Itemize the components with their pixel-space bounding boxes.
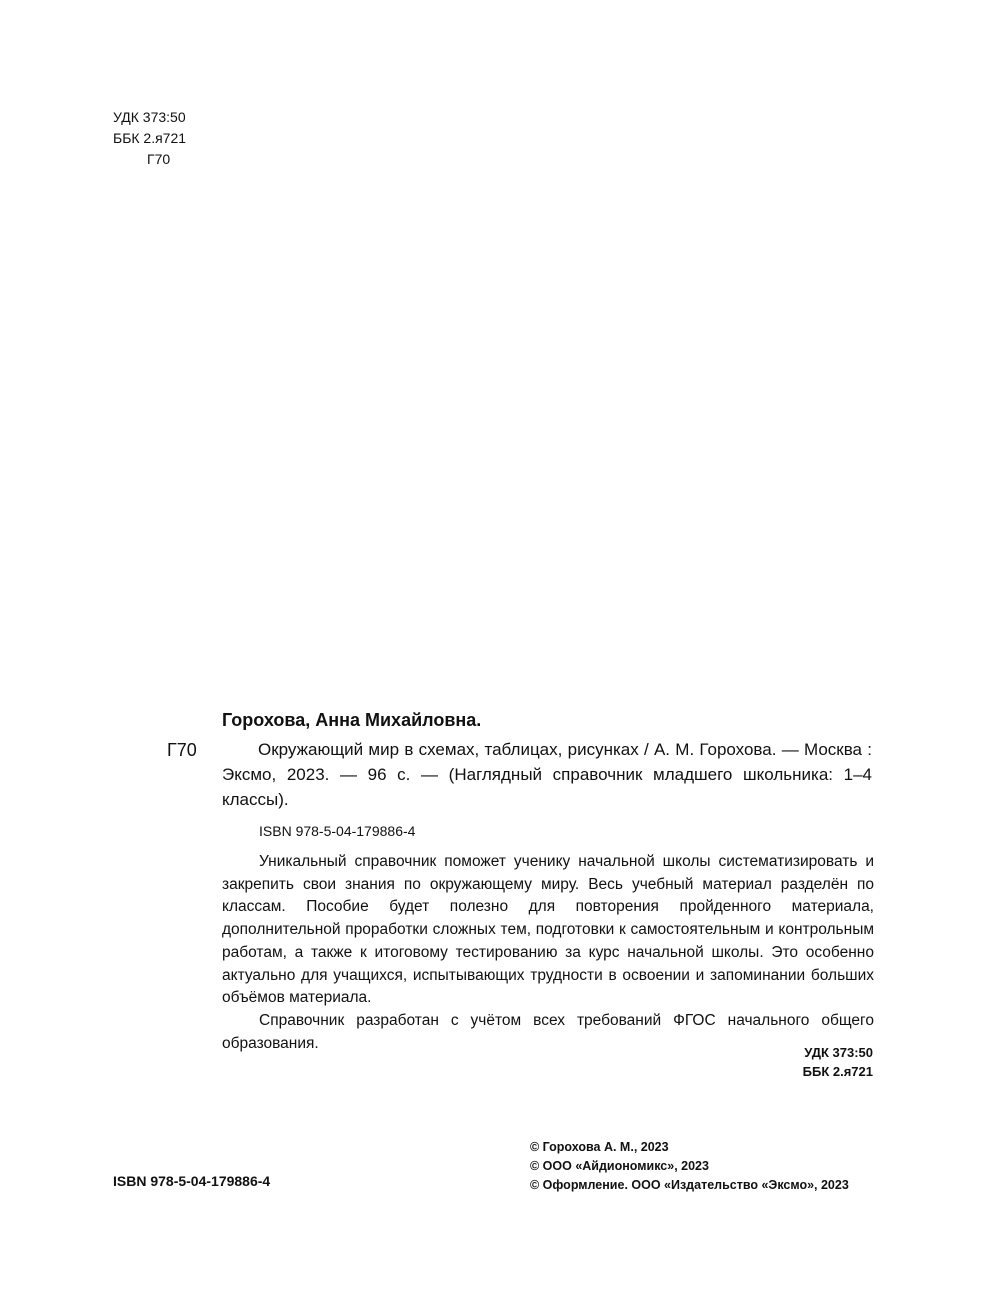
bbk-code: ББК 2.я721 xyxy=(113,130,187,146)
copyright-line: © ООО «Айдиономикс», 2023 xyxy=(530,1159,709,1173)
author-heading: Горохова, Анна Михайловна. xyxy=(222,710,482,730)
bbk-code: ББК 2.я721 xyxy=(802,1064,873,1079)
annotation xyxy=(222,851,874,1055)
footer-isbn: ISBN 978-5-04-179886-4 xyxy=(113,1173,271,1189)
udk-code: УДК 373:50 xyxy=(113,109,186,125)
annotation-paragraph: Уникальный справочник поможет ученику начальной школы систематизировать и закрепить свои знания по окружающему миру. Весь учебный материал разделён по классам. Пособие будет полезно для повторения пройденного материала, дополнительной проработки сложных тем, подготовки к самостоятельным и контрольным работам, а также к итоговому тестированию за курс начальной школы. Это особенно актуально для учащихся, испытывающих трудности в освоении и запоминании больших объёмов материала. xyxy=(222,853,874,1007)
udk-code: УДК 373:50 xyxy=(804,1045,873,1060)
annotation-paragraph: Справочник разработан с учётом всех требований ФГОС начального общего образования. xyxy=(222,1011,874,1052)
bibliographic-description: Окружающий мир в схемах, таблицах, рисунках / А. М. Горохова. — Москва : Эксмо, 2023. — 96 с. — (Наглядный справочник младшего школьника: 1–4 классы). xyxy=(222,740,872,809)
classification-block-bottom xyxy=(803,1043,873,1081)
author-mark: Г70 xyxy=(147,151,171,167)
copyright-line: © Горохова А. М., 2023 xyxy=(530,1140,669,1154)
copyright-line: © Оформление. ООО «Издательство «Эксмо», 2023 xyxy=(530,1178,849,1192)
copyright-block xyxy=(530,1138,849,1195)
classification-block-top xyxy=(113,107,186,170)
bibliographic-isbn: ISBN 978-5-04-179886-4 xyxy=(259,823,416,839)
bibliographic-author-mark: Г70 xyxy=(167,740,197,760)
